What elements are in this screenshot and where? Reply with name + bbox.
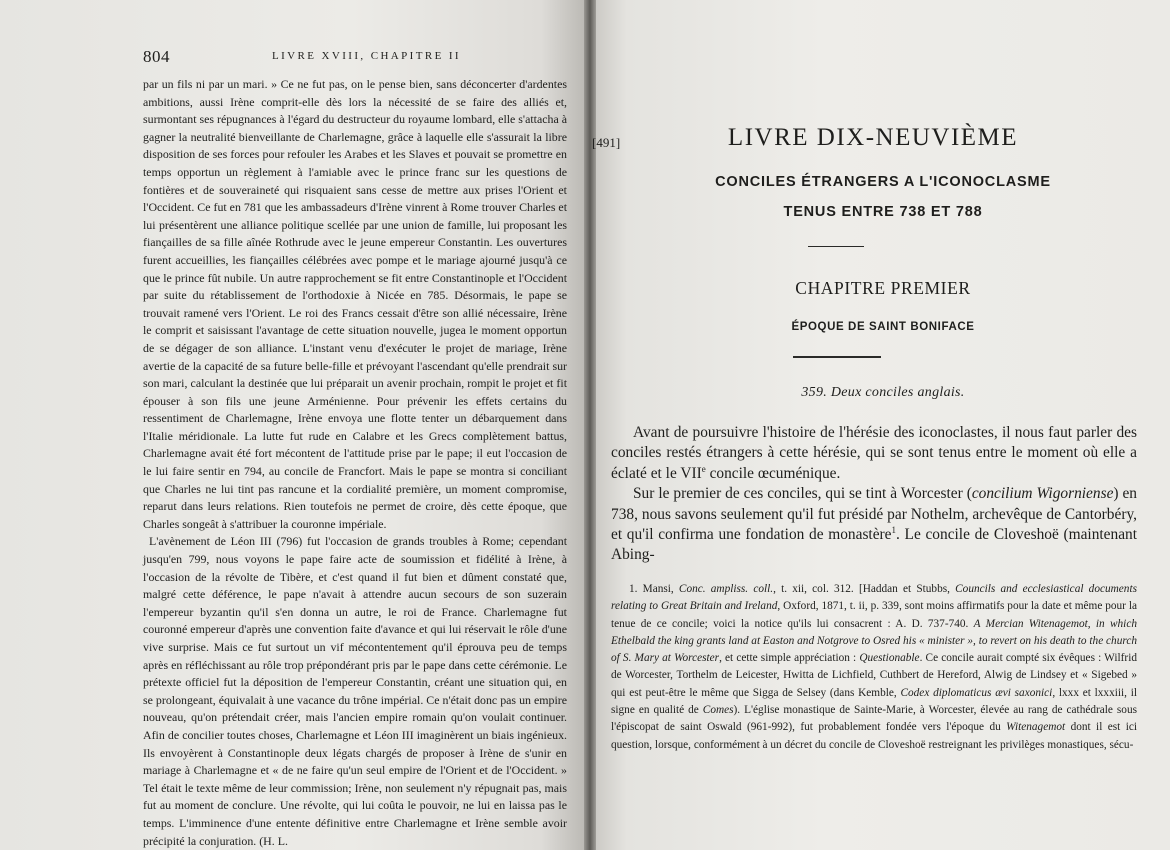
book-subtitle-line-1: CONCILES ÉTRANGERS A L'ICONOCLASME [715,174,1051,190]
running-head: LIVRE XVIII, CHAPITRE II [272,50,461,62]
footnote-text: ). L'église monastique de Sainte-Marie, à Worcester, élevée au rang de cathédrale sous l'épiscopat de saint Oswald (961-992), fut probablement fondée vers l'époque du [611,704,1137,734]
footnote-italic: Comes [702,704,734,717]
footnote-text: , et cette simple appréciation : [719,652,860,665]
footnote-italic: Conc. ampliss. coll. [678,583,774,595]
italic-text: concilium Wigorniense [971,485,1114,503]
chapter-subtitle: ÉPOQUE DE SAINT BONIFACE [791,321,975,333]
footnote-marker: 1 [891,524,897,535]
section-heading: 359. Deux conciles anglais. [801,385,965,400]
left-paragraph-1: par un fils ni par un mari. » Ce ne fut pas, on le pense bien, sans déconcerter d'ardentes ambitions, aussi Irène comprit-elle dès lors la nécessité de se faire des alliés et, surmontant ses répugnances à l'égard du destructeur du royaume lombard, elle s'attacha à gagner la neutralité bienveillante de Charlemagne, grâce à laquelle elle s'assurait la libre disposition de ses forces pour refouler les Arabes et les Slaves et pouvait se promettre en temps opportun un règlement à l'amiable avec le prince franc sur les questions de fontières et de souveraineté qui risquaient sans cesse de mettre aux prises l'Orient et l'Occident. Ce fut en 781 que les ambassadeurs d'Irène vinrent à Rome trouver Charles et lui présentèrent une alliance politique scellée par une union de famille, lui proposant les fiançailles de sa fille aînée Rothrude avec le jeune empereur Constantin. Les ouvertures furent accueillies, les fiançailles célébrées avec pompe et le mariage ajourné jusqu'à ce que le prince fût nubile. Un autre rapprochement se fit entre Constantinople et l'Occident par suite du rétablissement de l'orthodoxie à Nicée en 785. Désormais, le pape se trouvait ramené vers l'Orient. Le roi des Francs cessait d'être son allié nécessaire, Irène le comprit et saisissant l'avantage de cette situation nouvelle, jugea le moment opportun de se dégager de son alliance. L'instant venu d'exécuter le projet de mariage, Irène avertie de la capacité de sa future belle-fille et prévoyant l'ascendant qu'elle prendrait sur son mari, calculant la destinée que lui préparait un avenir prochain, rompit le projet et fit épouser à son fils une jeune Arménienne. Pour prévenir les effets certains du ressentiment de Charlemagne, Irène envoya une flotte tenter un débarquement dans l'Italie méridionale. La lutte fut rude en Calabre et les Grecs complètement battus, Charlemagne avait été fort mécontent de l'attitude prise par le pape; il eut l'occasion de le lui faire sentir en 794, au concile de Francfort. Mais le pape se montra si conciliant que Charles ne lui tint pas rancune et la cordialité première, un moment compromise, reparut dans leurs relations. Rien toutefois ne permet de croire, dès cette époque, que Charles songeât à s'attribuer la couronne impériale. [143,77,567,531]
superscript: e [701,463,706,474]
book-gutter [584,0,596,850]
footnote-italic: Questionable [859,652,920,665]
right-page-text [611,423,1137,566]
margin-page-reference: [491] [592,135,621,150]
paragraph-text: Avant de poursuivre l'histoire de l'hérésie des iconoclastes, il nous faut parler des conciles restés étrangers à cette hérésie, qui se sont tenus entre le moment où elle a éclaté et le VII [611,424,1137,482]
divider-rule [808,246,864,247]
left-page-text [143,76,567,850]
book-subtitle-line-2: TENUS ENTRE 738 ET 788 [783,204,983,220]
paragraph-text: . Le concile de Cloveshoë (maintenant Abing- [611,526,1137,564]
footnote-text: . Ce concile aurait compté six évêques : Wilfrid de Worcester, Torthelm de Leicester, Hwitta de Lichfield, Cuthbert de Hereford, Alwig de Lindsey et « Sigebed » qui est peut-être le même que Sigga de Selsey (dans Kemble, [611,652,1137,699]
footnote-text: 1. Mansi, [629,583,679,595]
footnote-text: , lxxx et lxxxiii, il signe en qualité de [611,686,1138,717]
footnote-italic: Councils and ecclesiastical documents relating to Great Britain and Ireland [611,583,1137,613]
footnote-text: dont il est ici question, lorsque, conformément à un décret du concile de Cloveshoë restreignant les privilèges monastiques, sécu- [611,721,1137,751]
paragraph-text: Sur le premier de ces conciles, qui se tint à Worcester ( [633,485,972,503]
paragraph-text: ) en 738, nous savons seulement qu'il fut présidé par Nothelm, archevêque de Cantorbéry, et qu'il confirma une fondation de monastère [611,485,1137,544]
divider-rule [793,356,881,358]
footnote-text: , t. xii, col. 312. [Haddan et Stubbs, [773,583,956,595]
footnote-italic: Codex diplomaticus ævi saxonici [900,686,1053,699]
left-paragraph-2: L'avènement de Léon III (796) fut l'occasion de grands troubles à Rome; cependant jusqu'en 799, nous voyons le pape faire acte de soumission et fidélité à Irène, à l'occasion de la révolte de Tibère, et c'est quand il fut bien et dûment constaté que, malgré cette déférence, le pape n'avait à attendre aucun secours de son suzerain l'empereur byzantin qu'il s'en donna un autre, le roi de France. Charlemagne fut couronné empereur d'après une convention faite d'avance et qui lui réservait le rôle d'une vive surprise. Mais ce fut surtout un vif mécontentement qu'il éprouva peu de temps après en réfléchissant au rôle trop prépondérant pris par le pape dans cette cérémonie. Le prétexte officiel fut la déposition de l'empereur Constantin, créant une situation qui, en se prolongeant, équivalait à une vacance du trône impérial. Ce n'était donc pas un empire nouveau, qu'on prétendait créer, mais l'ancien empire romain qu'on voulait continuer. Afin de concilier toutes choses, Charlemagne et Léon III imaginèrent un biais ingénieux. Ils envoyèrent à Constantinople deux légats chargés de proposer à Irène de s'unir en mariage à Charlemagne et « de ne faire qu'un seul empire de l'Orient et de l'Occident. » Tel était le texte même de leur commission; Irène, non seulement n'y répugnait pas, mais fut au moment de conclure. Une révolte, qui lui coûta le pouvoir, ne lui en laissa pas le temps. L'imminence d'une entente définitive entre Charlemagne et Irène semble avoir précipité la conjuration. (H. L. [143,534,567,848]
footnote-italic: Witenagemot [1006,721,1066,734]
page-number: 804 [143,47,170,66]
footnote-italic: A Mercian Witenagemot, in which Ethelbald the king grants land at Easton and Notgrove to Osred his « minister », to revert on his death to the church of S. Mary at Worcester [611,617,1137,665]
footnote-text: , Oxford, 1871, t. ii, p. 339, sont moins affirmatifs pour la date et même pour la tenue de ce concile; voici la notice qu'ils lui consacrent : A. D. 737-740. [611,600,1137,630]
paragraph-text: concile œcuménique. [705,464,841,482]
right-paragraph-2 [611,484,1137,566]
right-paragraph-1 [611,423,1137,484]
book-title: LIVRE DIX-NEUVIÈME [727,124,1019,151]
footnote [611,581,1137,754]
chapter-title: CHAPITRE PREMIER [795,278,971,298]
